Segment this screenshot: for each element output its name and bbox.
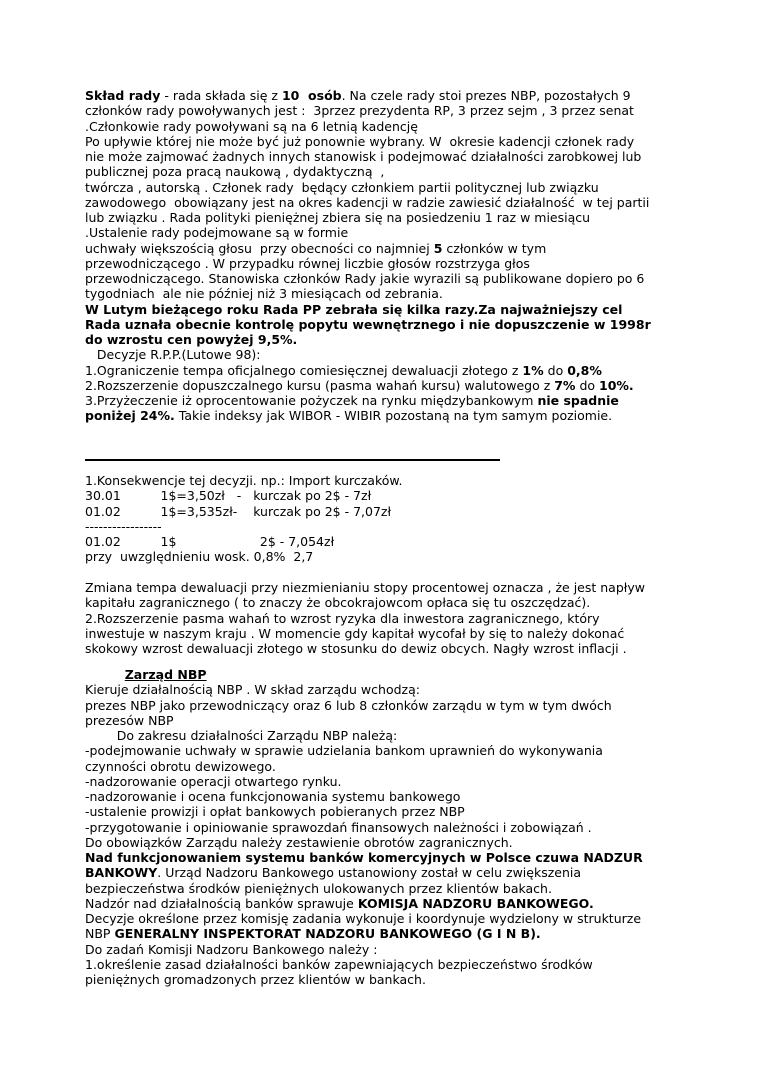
text-line — [85, 698, 695, 713]
text-line — [85, 641, 695, 656]
text-line — [85, 957, 695, 972]
text-line — [85, 180, 695, 195]
bold-text-run: Skład rady — [85, 88, 161, 103]
text-run: .Ustalenie rady podejmowane są w formie — [85, 225, 349, 241]
text-line — [85, 595, 695, 610]
text-run: publicznej poza pracą naukową , dydaktyczną , — [85, 164, 385, 180]
text-line — [85, 519, 695, 534]
text-line — [85, 149, 695, 164]
bold-text-run: Nad funkcjonowaniem systemu banków komercyjnych w Polsce czuwa NADZUR — [85, 850, 643, 865]
text-line — [85, 332, 695, 347]
text-line — [85, 164, 695, 179]
text-run: przy uwzględnieniu wosk. 0,8% 2,7 — [85, 549, 314, 565]
bold-text-run: W Lutym bieżącego roku Rada PP zebrała się kilka razy.Za najważniejszy cel — [85, 301, 623, 317]
dewaluacja-section — [85, 580, 695, 656]
text-line — [85, 926, 695, 941]
bold-text-run: poniżej 24%. — [85, 408, 175, 424]
text-line — [85, 195, 695, 210]
text-line — [85, 534, 695, 549]
bold-text-run: 10 osób — [281, 88, 342, 103]
bold-text-run: Rada uznała obecnie kontrolę popytu wewnętrznego i nie dopuszczenie w 1998r — [85, 316, 651, 332]
text-run: Zmiana tempa dewaluacji przy niezmienianiu stopy procentowej oznacza , że jest napływ — [85, 580, 645, 595]
text-run: Do zakresu działalności Zarządu NBP należą: — [85, 728, 398, 743]
zarzad-nbp-section — [85, 667, 695, 987]
text-line — [85, 271, 695, 286]
text-line — [85, 504, 695, 519]
text-line — [85, 549, 695, 564]
text-run: -nadzorowanie i ocena funkcjonowania systemu bankowego — [85, 789, 461, 804]
text-line — [85, 88, 695, 103]
bold-text-run: GENERALNY INSPEKTORAT NADZORU BANKOWEGO (G I N B). — [114, 926, 541, 942]
bold-text-run: nie spadnie — [537, 393, 619, 408]
text-line — [85, 789, 695, 804]
text-run: bezpieczeństwa środków pieniężnych ulokowanych przez klientów bakach. — [85, 880, 552, 896]
text-run: lub związku . Rada polityki pieniężnej zbiera się na posiedzeniu 1 raz w miesiącu — [85, 210, 591, 225]
bold-text-run: BANKOWY — [85, 865, 158, 881]
text-line — [85, 488, 695, 503]
text-line — [85, 774, 695, 789]
text-line — [85, 626, 695, 641]
text-run: . Na czele rady stoi prezes NBP, pozostałych 9 — [341, 88, 631, 103]
text-run: Decyzje określone przez komisję zadania wykonuje i koordynuje wydzielony w strukturze — [85, 911, 642, 926]
text-run: Kieruje działalnością NBP . W skład zarządu wchodzą: — [85, 682, 420, 698]
text-run: członków rady powoływanych jest : 3przez prezydenta RP, 3 przez sejm , 3 przez senat — [85, 103, 634, 119]
text-run: Takie indeksy jak WIBOR - WIBIR pozostaną na tym samym poziomie. — [174, 408, 613, 424]
text-run: -podejmowanie uchwały w sprawie udzielania bankom uprawnień do wykonywania — [85, 743, 603, 759]
text-line — [85, 713, 695, 728]
text-line — [85, 911, 695, 926]
text-run: -ustalenie prowizji i opłat bankowych pobieranych przez NBP — [85, 804, 465, 820]
text-run: pieniężnych gromadzonych przez klientów w bankach. — [85, 972, 426, 987]
text-line — [85, 835, 695, 850]
text-run: nie może zajmować żadnych innych stanowisk i podejmować działalności zarobkowej lub — [85, 149, 642, 164]
kurczaki-example-section — [85, 473, 695, 565]
text-run: twórcza , autorską . Członek rady będący członkiem partii politycznej lub związku — [85, 179, 599, 195]
text-line — [85, 363, 695, 378]
text-run: .Członkowie rady powoływani są na 6 letnią kadencję — [85, 118, 418, 134]
text-line — [85, 119, 695, 134]
text-run: Nadzór nad działalnością banków sprawuje — [85, 895, 358, 911]
text-run — [85, 667, 125, 682]
text-run: 1.Konsekwencje tej decyzji. np.: Import kurczaków. — [85, 473, 403, 488]
text-line — [85, 393, 695, 408]
text-run: kapitału zagranicznego ( to znaczy że obcokrajowcom opłaca się tu oszczędzać). — [85, 595, 591, 611]
bold-text-run: 5 — [433, 240, 443, 256]
bold-text-run: KOMISJA NADZORU BANKOWEGO. — [357, 895, 594, 911]
text-line — [85, 896, 695, 911]
text-run: do — [575, 377, 599, 393]
text-line — [85, 942, 695, 957]
text-run: -nadzorowanie operacji otwartego rynku. — [85, 773, 342, 789]
text-line — [85, 286, 695, 301]
rada-section — [85, 88, 695, 424]
text-line — [85, 682, 695, 697]
text-run: Do zadań Komisji Nadzoru Bankowego należy : — [85, 941, 378, 957]
text-run: Do obowiązków Zarządu należy zestawienie obrotów zagranicznych. — [85, 834, 513, 850]
text-line — [85, 134, 695, 149]
text-run: 01.02 1$ 2$ - 7,054zł — [85, 534, 335, 549]
horizontal-rule — [85, 459, 500, 461]
text-line — [85, 408, 695, 423]
text-line — [85, 611, 695, 626]
text-run: 1.Ograniczenie tempa oficjalnego comiesięcznej dewaluacji złotego z — [85, 362, 523, 378]
text-run: 2.Rozszerzenie dopuszczalnego kursu (pasma wahań kursu) walutowego z — [85, 377, 555, 393]
bold-text-run: 7% — [554, 377, 576, 393]
text-run: - rada składa się z — [160, 88, 282, 103]
text-run: 1.określenie zasad działalności banków zapewniających bezpieczeństwo środków — [85, 956, 593, 972]
text-run: czynności obrotu dewizowego. — [85, 758, 276, 774]
text-line — [85, 759, 695, 774]
text-line — [85, 210, 695, 225]
text-run: członków w tym — [442, 240, 547, 256]
text-run: skokowy wzrost dewaluacji złotego w stosunku do dewiz obcych. Nagły wzrost inflacji . — [85, 641, 627, 656]
text-line — [85, 850, 695, 865]
text-line — [85, 881, 695, 896]
text-line — [85, 103, 695, 118]
text-run: 2.Rozszerzenie pasma wahań to wzrost ryzyka dla inwestora zagranicznego, który — [85, 610, 600, 626]
text-line — [85, 728, 695, 743]
text-run: Po upływie której nie może być już ponownie wybrany. W okresie kadencji członek rady — [85, 133, 635, 149]
bold-text-run: 1% — [522, 362, 544, 378]
bold-text-run: do wzrostu cen powyżej 9,5%. — [85, 332, 298, 347]
text-line — [85, 820, 695, 835]
text-run: uchwały większością głosu przy obecności co najmniej — [85, 240, 434, 256]
text-run: NBP — [85, 926, 115, 942]
text-line — [85, 865, 695, 880]
text-run: ----------------- — [85, 518, 162, 534]
text-line — [85, 667, 695, 682]
text-run: do — [543, 362, 568, 378]
text-line — [85, 473, 695, 488]
text-line — [85, 743, 695, 758]
bold-text-run: Zarząd NBP — [124, 667, 207, 682]
text-line — [85, 378, 695, 393]
bold-text-run: 0,8% — [567, 362, 602, 378]
text-run: 01.02 1$=3,535zł- kurczak po 2$ - 7,07zł — [85, 503, 392, 519]
text-run: zawodowego obowiązany jest na okres kadencji w radzie zawiesić działalność w tej partii — [85, 194, 650, 210]
text-line — [85, 256, 695, 271]
text-line — [85, 580, 695, 595]
text-run: prezesów NBP — [85, 712, 174, 728]
text-run: 3.Przyżeczenie iż oprocentowanie pożyczek na rynku międzybankowym — [85, 393, 538, 408]
text-run: inwestuje w naszym kraju . W momencie gdy kapitał wycofał by się to należy dokonać — [85, 625, 625, 641]
text-run: prezes NBP jako przewodniczący oraz 6 lub 8 członków zarządu w tym w tym dwóch — [85, 697, 612, 713]
bold-text-run: 10%. — [599, 377, 634, 393]
text-line — [85, 241, 695, 256]
text-line — [85, 302, 695, 317]
text-run: przewodniczącego . W przypadku równej liczbie głosów rozstrzyga głos — [85, 255, 530, 271]
text-run: przewodniczącego. Stanowiska członków Rady jakie wyrazili są publikowane dopiero po 6 — [85, 271, 645, 286]
text-line — [85, 972, 695, 987]
text-line — [85, 804, 695, 819]
text-run: tygodniach ale nie później niż 3 miesiącach od zebrania. — [85, 286, 443, 302]
text-run: Decyzje R.P.P.(Lutowe 98): — [85, 347, 261, 363]
text-run: 30.01 1$=3,50zł - kurczak po 2$ - 7zł — [85, 488, 372, 504]
text-line — [85, 317, 695, 332]
text-line — [85, 225, 695, 240]
text-line — [85, 347, 695, 362]
text-run: -przygotowanie i opiniowanie sprawozdań finansowych należności i zobowiązań . — [85, 819, 592, 835]
text-run: . Urząd Nadzoru Bankowego ustanowiony został w celu zwiększenia — [157, 865, 582, 881]
